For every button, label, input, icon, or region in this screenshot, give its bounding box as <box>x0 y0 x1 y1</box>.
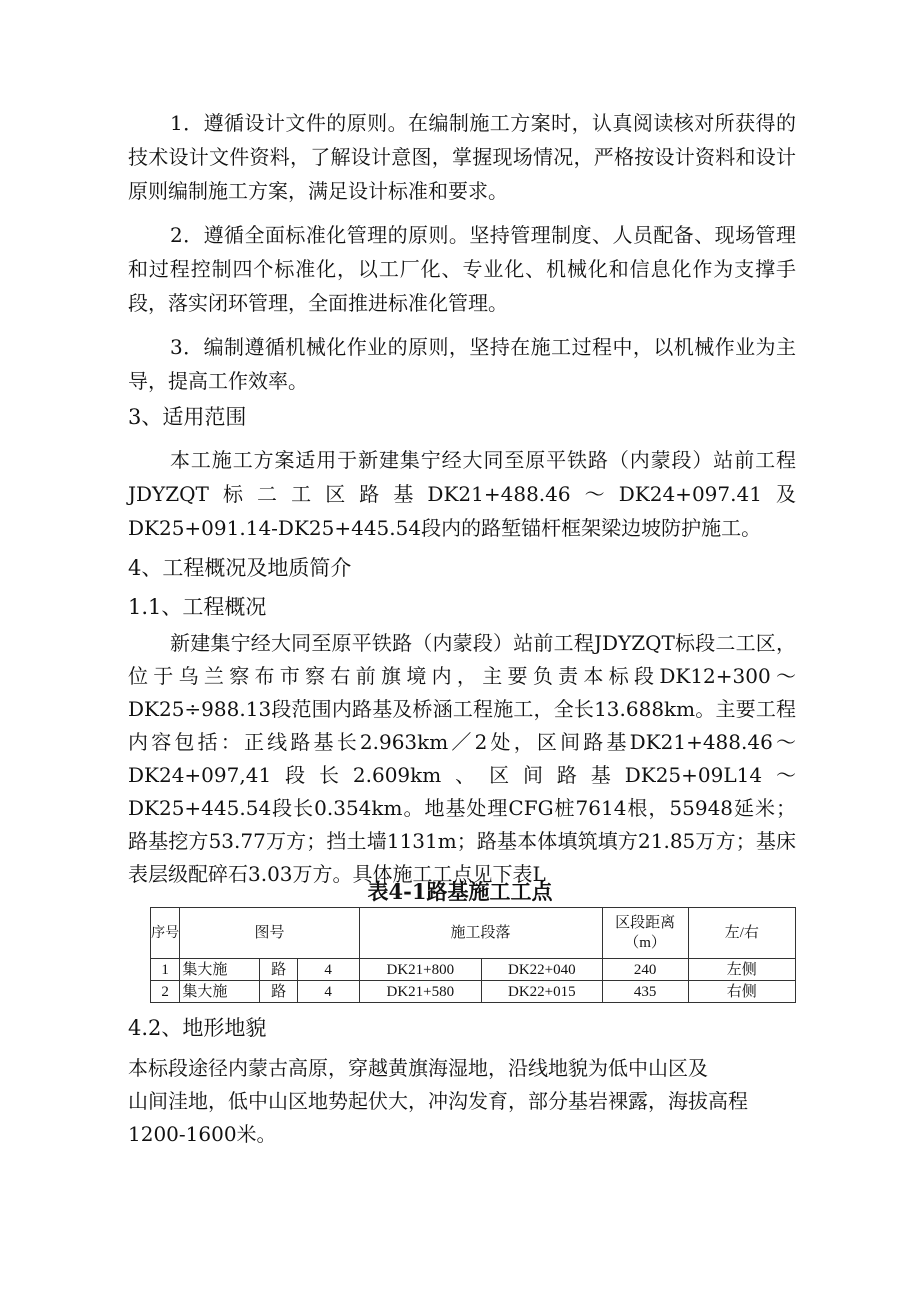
cell-distance: 240 <box>602 959 688 981</box>
heading-scope: 3、适用范围 <box>128 405 247 429</box>
header-side: 左/右 <box>688 908 795 959</box>
header-distance: 区段距离（m） <box>602 908 688 959</box>
paragraph-scope: 本工施工方案适用于新建集宁经大同至原平铁路（内蒙段）站前工程JDYZQT标二工区路基DK21+488.46～DK24+097.41及DK25+091.14-DK25+445.54段内的路堑锚杆框架梁边坡防护施工。 <box>128 448 796 540</box>
paragraph-project-overview: 新建集宁经大同至原平铁路（内蒙段）站前工程JDYZQT标段二工区，位于乌兰察布市察右前旗境内，主要负责本标段DK12+300～DK25÷988.13段范围内路基及桥涵工程施工，全长13.688km。主要工程内容包括：正线路基长2.963km／2处，区间路基DK21+488.46～DK24+097,41段长2.609km、区间路基DK25+09L14～DK25+445.54段长0.354km。地基处理CFG桩7614根，55948延米；路基挖方53.77万方；挡土墙1131m；路基本体填筑填方21.85万方；基床表层级配碎石3.03万方。具体施工工点见下表L <box>128 631 796 886</box>
cell-start: DK21+800 <box>359 959 482 981</box>
table-row <box>151 981 796 1003</box>
cell-drawing-type: 路 <box>260 959 297 981</box>
cell-seq: 2 <box>151 981 180 1003</box>
cell-side: 右侧 <box>688 981 795 1003</box>
cell-drawing-prefix: 集大施 <box>180 959 260 981</box>
cell-end: DK22+040 <box>482 959 602 981</box>
paragraph-principle-2: 2．遵循全面标准化管理的原则。坚持管理制度、人员配备、现场管理和过程控制四个标准化，以工厂化、专业化、机械化和信息化作为支撑手段，落实闭环管理，全面推进标准化管理。 <box>128 223 796 315</box>
terrain-line-2: 山间洼地，低中山区地势起伏大，冲沟发育，部分基岩裸露，海拔高程1200-1600米。 <box>128 1089 748 1146</box>
table-header-row <box>151 908 796 959</box>
paragraph-principle-1: 1．遵循设计文件的原则。在编制施工方案时，认真阅读核对所获得的技术设计文件资料，了解设计意图，掌握现场情况，严格按设计资料和设计原则编制施工方案，满足设计标准和要求。 <box>128 111 796 203</box>
cell-start: DK21+580 <box>359 981 482 1003</box>
cell-end: DK22+015 <box>482 981 602 1003</box>
paragraph-terrain <box>128 1052 796 1151</box>
cell-drawing-type: 路 <box>260 981 297 1003</box>
cell-drawing-prefix: 集大施 <box>180 981 260 1003</box>
cell-distance: 435 <box>602 981 688 1003</box>
cell-drawing-number: 4 <box>297 981 359 1003</box>
worksites-table <box>150 907 796 1003</box>
heading-overview-geology: 4、工程概况及地质简介 <box>128 556 352 580</box>
table-caption: 表4-1路基施工工点 <box>367 879 553 904</box>
cell-side: 左侧 <box>688 959 795 981</box>
header-seq: 序号 <box>151 908 180 959</box>
header-drawing: 图号 <box>180 908 359 959</box>
cell-drawing-number: 4 <box>297 959 359 981</box>
table-row <box>151 959 796 981</box>
heading-project-overview: 1.1、工程概况 <box>128 595 267 619</box>
heading-terrain: 4.2、地形地貌 <box>128 1016 267 1040</box>
paragraph-principle-3: 3．编制遵循机械化作业的原则，坚持在施工过程中，以机械作业为主导，提高工作效率。 <box>128 335 796 393</box>
terrain-line-1: 本标段途径内蒙古高原，穿越黄旗海湿地，沿线地貌为低中山区及 <box>128 1056 708 1080</box>
cell-seq: 1 <box>151 959 180 981</box>
header-section: 施工段落 <box>359 908 602 959</box>
